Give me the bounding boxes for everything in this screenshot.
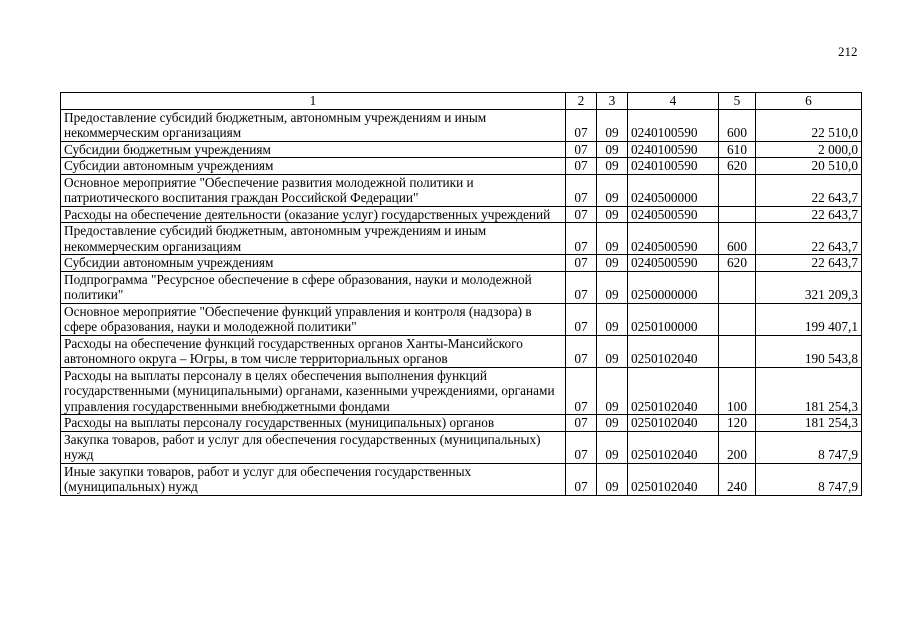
table-row xyxy=(61,271,862,303)
table-row xyxy=(61,206,862,223)
header-cell: 1 xyxy=(61,93,566,110)
row-name-cell: Расходы на выплаты персоналу государственных (муниципальных) органов xyxy=(61,415,566,432)
row-subsection-cell: 09 xyxy=(597,158,628,175)
row-amount-cell: 2 000,0 xyxy=(756,141,862,158)
row-subsection-cell: 09 xyxy=(597,335,628,367)
row-expense-type-cell: 620 xyxy=(719,158,756,175)
row-name-cell: Предоставление субсидий бюджетным, автономным учреждениям и иным некоммерческим организациям xyxy=(61,223,566,255)
row-amount-cell: 181 254,3 xyxy=(756,367,862,415)
row-section-cell: 07 xyxy=(566,255,597,272)
row-subsection-cell: 09 xyxy=(597,223,628,255)
row-section-cell: 07 xyxy=(566,335,597,367)
row-section-cell: 07 xyxy=(566,303,597,335)
row-target-code-cell: 0240500590 xyxy=(628,223,719,255)
row-subsection-cell: 09 xyxy=(597,271,628,303)
table-row xyxy=(61,303,862,335)
row-subsection-cell: 09 xyxy=(597,463,628,495)
row-name-cell: Закупка товаров, работ и услуг для обеспечения государственных (муниципальных) нужд xyxy=(61,431,566,463)
header-cell: 2 xyxy=(566,93,597,110)
row-section-cell: 07 xyxy=(566,223,597,255)
row-expense-type-cell: 600 xyxy=(719,223,756,255)
row-expense-type-cell xyxy=(719,271,756,303)
table-header-row xyxy=(61,93,862,110)
row-amount-cell: 22 643,7 xyxy=(756,206,862,223)
row-amount-cell: 22 643,7 xyxy=(756,174,862,206)
row-name-cell: Субсидии автономным учреждениям xyxy=(61,158,566,175)
row-target-code-cell: 0250102040 xyxy=(628,431,719,463)
row-section-cell: 07 xyxy=(566,271,597,303)
row-expense-type-cell: 120 xyxy=(719,415,756,432)
row-expense-type-cell: 600 xyxy=(719,109,756,141)
row-target-code-cell: 0250100000 xyxy=(628,303,719,335)
row-name-cell: Расходы на обеспечение деятельности (оказание услуг) государственных учреждений xyxy=(61,206,566,223)
header-cell: 4 xyxy=(628,93,719,110)
row-amount-cell: 22 510,0 xyxy=(756,109,862,141)
row-amount-cell: 22 643,7 xyxy=(756,223,862,255)
row-expense-type-cell: 240 xyxy=(719,463,756,495)
row-section-cell: 07 xyxy=(566,158,597,175)
row-target-code-cell: 0240100590 xyxy=(628,109,719,141)
table-row xyxy=(61,141,862,158)
row-section-cell: 07 xyxy=(566,431,597,463)
table-row xyxy=(61,463,862,495)
row-name-cell: Субсидии автономным учреждениям xyxy=(61,255,566,272)
row-target-code-cell: 0240100590 xyxy=(628,158,719,175)
row-target-code-cell: 0250102040 xyxy=(628,463,719,495)
row-amount-cell: 20 510,0 xyxy=(756,158,862,175)
row-expense-type-cell xyxy=(719,335,756,367)
row-amount-cell: 181 254,3 xyxy=(756,415,862,432)
header-cell: 3 xyxy=(597,93,628,110)
row-target-code-cell: 0240100590 xyxy=(628,141,719,158)
row-expense-type-cell: 620 xyxy=(719,255,756,272)
row-name-cell: Основное мероприятие "Обеспечение развития молодежной политики и патриотического воспитания граждан Российской Федерации" xyxy=(61,174,566,206)
row-subsection-cell: 09 xyxy=(597,109,628,141)
row-amount-cell: 8 747,9 xyxy=(756,463,862,495)
row-expense-type-cell xyxy=(719,303,756,335)
row-target-code-cell: 0240500590 xyxy=(628,255,719,272)
row-name-cell: Расходы на выплаты персоналу в целях обеспечения выполнения функций государственными (муниципальными) органами, казенными учреждениями, органами управления государственными внебюджетными фондами xyxy=(61,367,566,415)
row-subsection-cell: 09 xyxy=(597,367,628,415)
row-name-cell: Предоставление субсидий бюджетным, автономным учреждениям и иным некоммерческим организациям xyxy=(61,109,566,141)
table-row xyxy=(61,367,862,415)
row-amount-cell: 321 209,3 xyxy=(756,271,862,303)
row-name-cell: Иные закупки товаров, работ и услуг для обеспечения государственных (муниципальных) нужд xyxy=(61,463,566,495)
row-subsection-cell: 09 xyxy=(597,174,628,206)
row-amount-cell: 199 407,1 xyxy=(756,303,862,335)
table-row xyxy=(61,415,862,432)
row-amount-cell: 8 747,9 xyxy=(756,431,862,463)
row-section-cell: 07 xyxy=(566,174,597,206)
budget-table xyxy=(60,92,862,496)
row-section-cell: 07 xyxy=(566,206,597,223)
row-amount-cell: 22 643,7 xyxy=(756,255,862,272)
row-name-cell: Основное мероприятие "Обеспечение функций управления и контроля (надзора) в сфере образования, науки и молодежной политики" xyxy=(61,303,566,335)
row-name-cell: Подпрограмма "Ресурсное обеспечение в сфере образования, науки и молодежной политики" xyxy=(61,271,566,303)
row-subsection-cell: 09 xyxy=(597,415,628,432)
row-expense-type-cell: 100 xyxy=(719,367,756,415)
row-amount-cell: 190 543,8 xyxy=(756,335,862,367)
row-target-code-cell: 0250102040 xyxy=(628,335,719,367)
row-subsection-cell: 09 xyxy=(597,141,628,158)
table-row xyxy=(61,223,862,255)
row-subsection-cell: 09 xyxy=(597,206,628,223)
row-section-cell: 07 xyxy=(566,367,597,415)
table-row xyxy=(61,109,862,141)
row-expense-type-cell xyxy=(719,174,756,206)
row-expense-type-cell xyxy=(719,206,756,223)
row-section-cell: 07 xyxy=(566,415,597,432)
table-row xyxy=(61,335,862,367)
table-row xyxy=(61,255,862,272)
row-target-code-cell: 0250102040 xyxy=(628,367,719,415)
table-row xyxy=(61,174,862,206)
page-number: 212 xyxy=(838,44,858,59)
row-target-code-cell: 0250000000 xyxy=(628,271,719,303)
row-subsection-cell: 09 xyxy=(597,255,628,272)
header-cell: 5 xyxy=(719,93,756,110)
row-expense-type-cell: 200 xyxy=(719,431,756,463)
row-target-code-cell: 0250102040 xyxy=(628,415,719,432)
row-name-cell: Расходы на обеспечение функций государственных органов Ханты-Мансийского автономного округа – Югры, в том числе территориальных органов xyxy=(61,335,566,367)
row-name-cell: Субсидии бюджетным учреждениям xyxy=(61,141,566,158)
row-section-cell: 07 xyxy=(566,463,597,495)
row-section-cell: 07 xyxy=(566,109,597,141)
row-target-code-cell: 0240500000 xyxy=(628,174,719,206)
row-expense-type-cell: 610 xyxy=(719,141,756,158)
header-cell: 6 xyxy=(756,93,862,110)
row-section-cell: 07 xyxy=(566,141,597,158)
row-subsection-cell: 09 xyxy=(597,303,628,335)
row-subsection-cell: 09 xyxy=(597,431,628,463)
row-target-code-cell: 0240500590 xyxy=(628,206,719,223)
table-row xyxy=(61,431,862,463)
table-row xyxy=(61,158,862,175)
